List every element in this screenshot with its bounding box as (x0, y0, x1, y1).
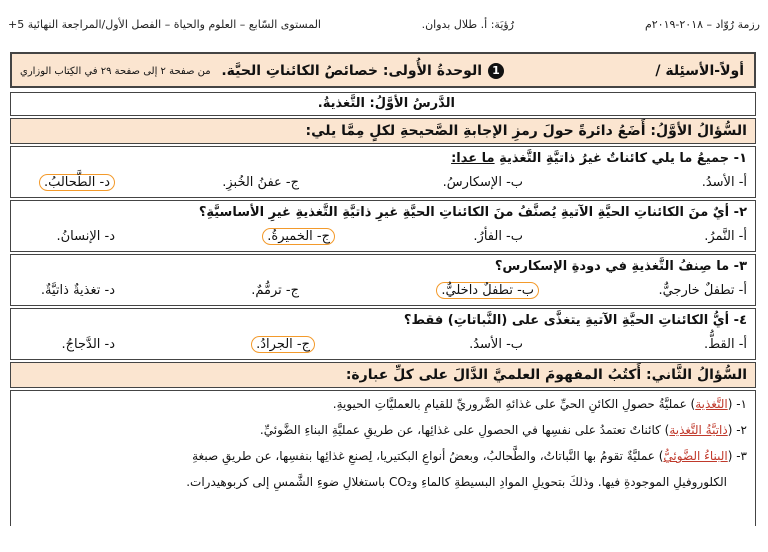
q1-item-4-option-b: ب- الأسدُ. (469, 337, 523, 352)
unit-title (221, 63, 504, 79)
unit-title-text: الوحدةُ الأُولى: خصائصُ الكائناتِ الحيَّة. (221, 63, 482, 79)
questions-heading: أولاً-الأسئِلة / (655, 63, 744, 79)
q1-item-1-emph: ما عدا: (451, 151, 495, 166)
q1-item-3 (10, 254, 756, 306)
q1-item-2-option-b: ب- الفأرُ. (473, 229, 523, 244)
q2-item-3: ٣- (البناءُ الضَّوئيُّ) عمليَّةٌ تقومُ بها النَّباتاتُ، والطَّحالبُ، وبعضُ أنواعِ البكتيريا، لِصنعِ غذائِها بنفسِها، عن طريقِ صبغةِ (192, 449, 747, 463)
q1-item-1-option-b: ب- الإسكارسُ. (442, 175, 523, 190)
q1-item-2-option-d: د- الإنسانُ. (56, 229, 115, 244)
page-header (8, 18, 760, 34)
q1-item-1-option-a: أ- الأسدُ. (701, 175, 747, 190)
q2-item-1: ١- (التَّغذية) عمليَّةُ حصولِ الكائنِ الحيِّ على غذائهِ الضَّروريِّ للقيامِ بالعمليَّاتِ الحيويةِ. (332, 397, 747, 411)
q1-item-2-option-c: ج- الخميرةُ. (262, 228, 335, 245)
textbook-pages: من صفحة ٢ إلى صفحة ٢٩ في الكِتاب الوزاري (20, 66, 211, 77)
q1-item-3-stem: ٣- ما صِنفُ التَّغذيةِ في دودةِ الإسكارس؟ (494, 259, 747, 274)
lesson-row (10, 92, 756, 116)
lesson-title: الدَّرسُ الأوَّلُ: التَّغذيةُ. (317, 96, 455, 111)
q2-item-1-term: التَّغذية (695, 397, 728, 411)
q2-items (10, 390, 756, 526)
header-course: المستوى السّابع – العلوم والحياة – الفصل الأول/المراجعة النهائية 5+ (8, 18, 321, 31)
q1-item-1-stem: ١- جميعُ ما يلي كائناتٌ غيرُ ذاتيَّةِ التَّغذيةِ ما عدا: (451, 151, 747, 166)
q1-item-1 (10, 146, 756, 198)
q1-item-4-option-c: ج- الجرادُ. (251, 336, 315, 353)
q1-item-4-stem: ٤- أيُّ الكائناتِ الحيَّةِ الآتيةِ يتغذَّى على (النَّباتاتِ) فقط؟ (403, 313, 747, 328)
q2-item-3-continuation: الكلوروفيلِ الموجودةِ فيها. وذلكَ بتحويلِ الموادِ البسيطةِ كالماءِ وCO₂ باستغلالِ ضوءِ الشَّمسِ إلى كربوهيدرات. (186, 475, 727, 489)
q1-item-1-option-c: ج- عفنُ الخُبزِ. (222, 175, 299, 190)
q1-item-1-option-d: د- الطَّحالبُ. (39, 174, 115, 191)
q2-item-2-term: ذاتيَّةُ التَّغذية (669, 423, 728, 437)
q1-title: السُّؤالُ الأوَّلُ: أَضَعُ دائرةً حولَ رمزِ الإجابةِ الصَّحيحةِ لكلٍ مِمَّا يلي: (305, 123, 747, 139)
q1-item-4-option-a: أ- القطُّ. (703, 337, 747, 352)
q1-item-4 (10, 308, 756, 360)
q1-item-3-option-c: ج- ترمُّمٌ. (251, 283, 299, 298)
q1-item-4-option-d: د- الدَّجاجُ. (61, 337, 115, 352)
q1-title-row (10, 118, 756, 144)
unit-title-row (10, 52, 756, 88)
q2-title: السُّؤالُ الثَّاني: أَكتُبُ المفهومَ العلميَّ الدَّالَ على كلِّ عبارة: (345, 367, 747, 383)
q2-title-row (10, 362, 756, 388)
header-title: رزمة رُوّاد – ٢٠١٨-٢٠١٩م (644, 18, 760, 31)
q1-item-3-option-d: د- تغذيةٌ ذاتيَّةٌ. (40, 283, 115, 298)
q1-item-2 (10, 200, 756, 252)
worksheet (10, 52, 758, 552)
unit-number-badge: 1 (488, 63, 504, 79)
q2-item-2: ٢- (ذاتيَّةُ التَّغذية) كائناتٌ تعتمدُ على نفسِها في الحصولِ على غذائِها، عن طريقِ عمليَّةِ البناءِ الضَّوئيِّ. (259, 423, 747, 437)
q1-item-2-stem: ٢- أيٌ منَ الكائناتِ الحيَّةِ الآتيةِ يُصنَّفُ منَ الكائناتِ الحيَّةِ غيرِ ذاتيَّةِ التَّغذيةِ غيرِ الأساسيَّةِ؟ (198, 205, 747, 220)
q1-item-3-option-a: أ- تطفلٌ خارجيٌّ. (658, 283, 747, 298)
header-vision: رُؤيَة: أ. طلال بدوان. (421, 18, 514, 31)
q2-item-3-term: البناءُ الضَّوئيُّ (663, 449, 728, 463)
q1-item-3-option-b: ب- تطفلٌ داخليٌّ. (436, 282, 539, 299)
q1-item-2-option-a: أ- النَّمرُ. (704, 229, 747, 244)
